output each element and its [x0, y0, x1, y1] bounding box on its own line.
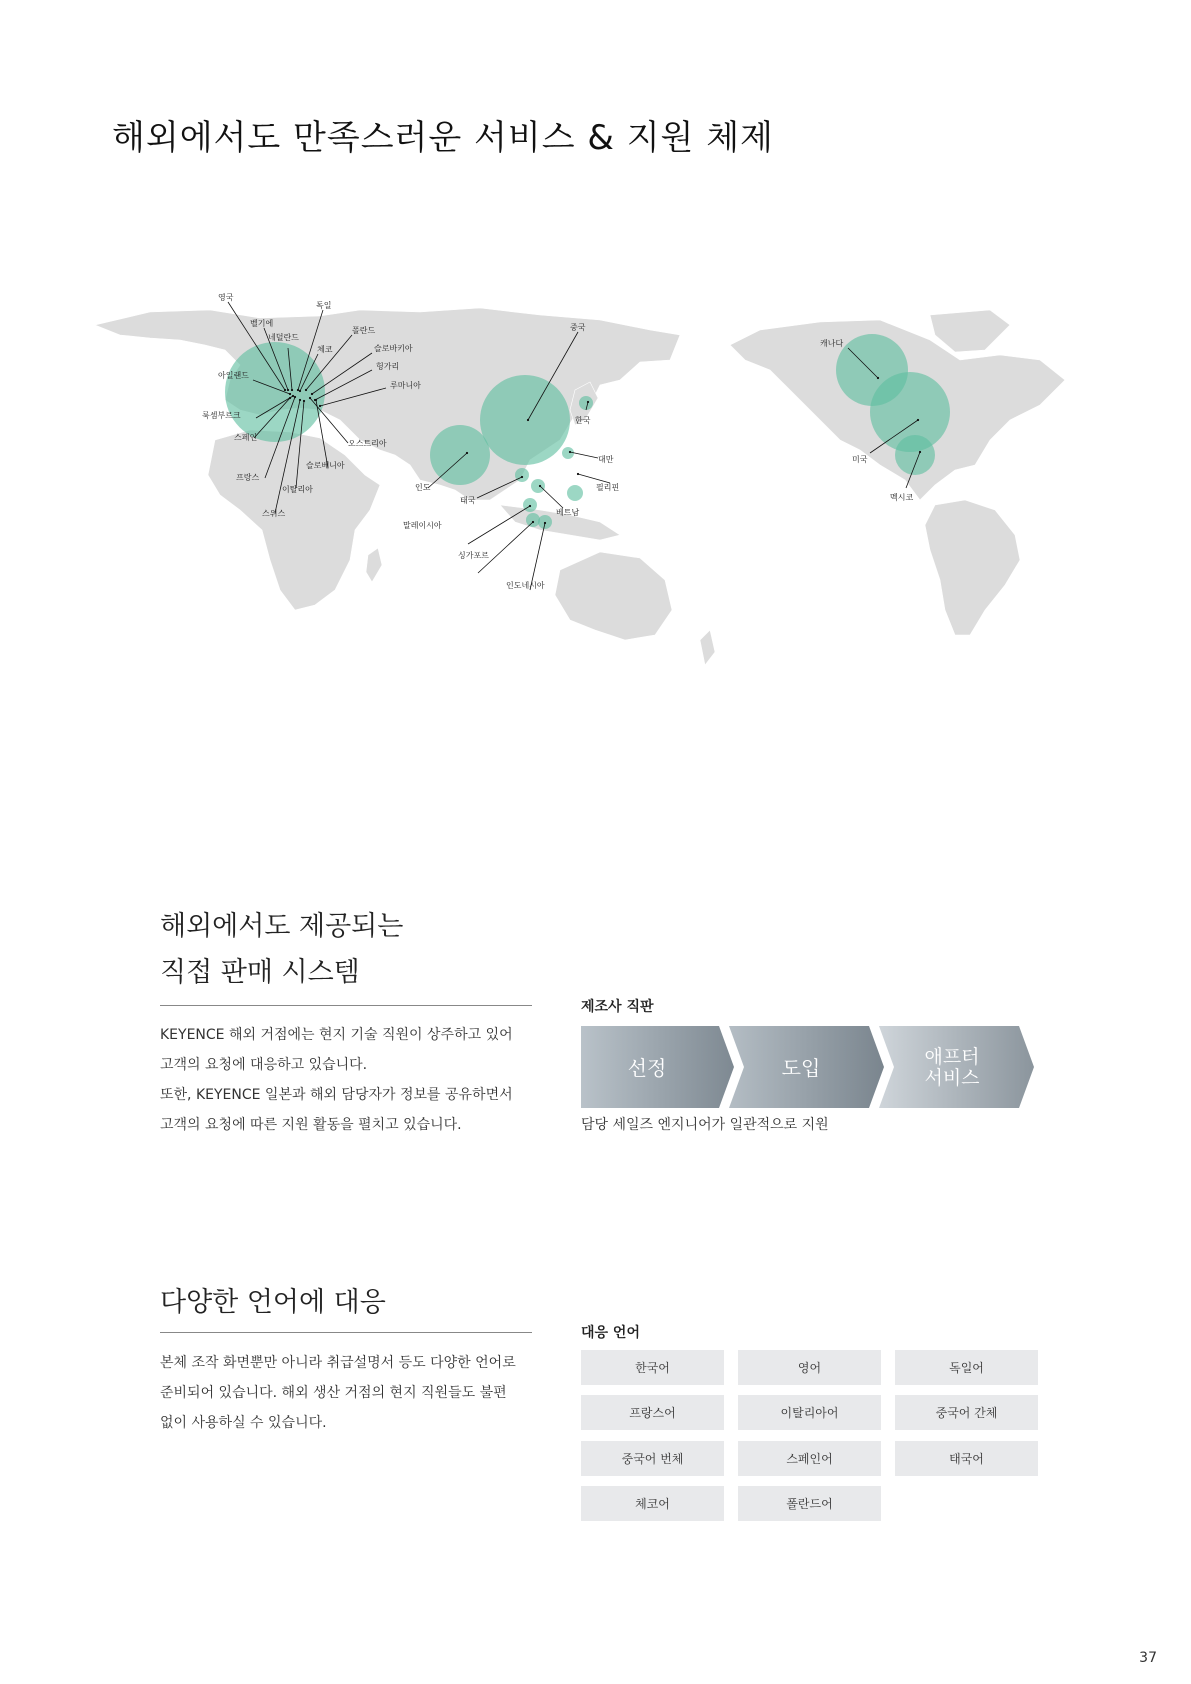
map-label-slovakia: 슬로바키아	[374, 344, 413, 353]
step-after: 애프터	[924, 1046, 980, 1068]
region-circle-korea	[579, 396, 593, 410]
language-italian: 이탈리아어	[738, 1395, 881, 1430]
language-english: 영어	[738, 1350, 881, 1385]
land-africa	[208, 430, 380, 610]
map-label-vietnam: 베트남	[556, 508, 580, 517]
map-label-philippines: 필리핀	[596, 483, 620, 492]
map-label-belgium: 벨기에	[250, 319, 274, 328]
language-korean: 한국어	[581, 1350, 724, 1385]
process-flow	[581, 1026, 1036, 1108]
map-label-malaysia: 말레이시아	[403, 521, 442, 530]
flow-label: 제조사 직판	[581, 999, 654, 1015]
region-circle-china	[480, 375, 570, 465]
region-circle-vietnam	[531, 479, 545, 493]
language-czech: 체코어	[581, 1486, 724, 1521]
step-selection: 선정	[627, 1056, 667, 1080]
step-introduction: 도입	[781, 1056, 821, 1080]
land-south-america	[925, 500, 1020, 635]
page-title: 해외에서도 만족스러운 서비스 & 지원 체제	[112, 118, 774, 158]
map-label-taiwan: 대만	[598, 455, 614, 464]
land-australia	[555, 552, 672, 640]
paragraph-line: KEYENCE 해외 거점에는 현지 기술 직원이 상주하고 있어	[160, 1027, 513, 1043]
map-label-spain: 스페인	[234, 433, 258, 442]
languages-paragraph	[160, 1348, 540, 1438]
paragraph-line: 없이 사용하실 수 있습니다.	[160, 1415, 327, 1431]
land-greenland	[930, 310, 1010, 352]
map-label-india: 인도	[415, 483, 431, 492]
map-label-korea: 한국	[575, 416, 591, 425]
map-label-france: 프랑스	[236, 473, 260, 482]
map-label-switzerland: 스위스	[262, 509, 286, 518]
map-label-singapore: 싱가포르	[458, 551, 489, 560]
map-label-italy: 이탈리아	[282, 485, 313, 494]
map-label-indonesia: 인도네시아	[506, 581, 545, 590]
paragraph-line: 본체 조작 화면뿐만 아니라 취급설명서 등도 다양한 언어로	[160, 1355, 516, 1371]
world-map	[0, 290, 1191, 700]
section-divider	[160, 1332, 532, 1333]
map-label-canada: 캐나다	[820, 339, 844, 348]
map-label-uk: 영국	[218, 293, 234, 302]
region-circle-malaysia	[523, 498, 537, 512]
map-label-mexico: 멕시코	[890, 493, 914, 502]
paragraph-line: 고객의 요청에 대응하고 있습니다.	[160, 1057, 368, 1073]
languages-label: 대응 언어	[581, 1325, 640, 1341]
map-label-netherlands: 네덜란드	[268, 333, 299, 342]
direct-sales-heading-line1: 해외에서도 제공되는	[160, 911, 404, 942]
direct-sales-paragraph	[160, 1020, 540, 1140]
map-label-ireland: 아일랜드	[218, 371, 249, 380]
map-label-china: 중국	[570, 323, 586, 332]
languages-heading: 다양한 언어에 대응	[160, 1287, 386, 1318]
step-service: 서비스	[924, 1067, 980, 1089]
paragraph-line: 고객의 요청에 따른 지원 활동을 펼치고 있습니다.	[160, 1117, 462, 1133]
language-german: 독일어	[895, 1350, 1038, 1385]
map-label-hungary: 헝가리	[376, 362, 400, 371]
map-label-usa: 미국	[852, 455, 868, 464]
map-label-luxembourg: 룩셈부르크	[202, 411, 241, 420]
map-label-poland: 폴란드	[352, 326, 376, 335]
language-french: 프랑스어	[581, 1395, 724, 1430]
region-circle-indonesia	[538, 515, 552, 529]
language-chinese-traditional: 중국어 번체	[581, 1441, 724, 1476]
page-number: 37	[1139, 1650, 1157, 1666]
land-madagascar	[366, 548, 382, 582]
map-label-romania: 루마니아	[390, 381, 421, 390]
paragraph-line: 또한, KEYENCE 일본과 해외 담당자가 정보를 공유하면서	[160, 1087, 513, 1103]
language-grid	[581, 1350, 1041, 1530]
region-circle-thailand	[515, 468, 529, 482]
language-polish: 폴란드어	[738, 1486, 881, 1521]
direct-sales-heading-line2: 직접 판매 시스템	[160, 957, 360, 988]
map-label-germany: 독일	[316, 301, 332, 310]
section-divider	[160, 1005, 532, 1006]
region-circle-taiwan	[562, 447, 574, 459]
language-chinese-simplified: 중국어 간체	[895, 1395, 1038, 1430]
region-circle-singapore	[526, 513, 540, 527]
map-label-slovenia: 슬로베니아	[306, 461, 345, 470]
region-circle-philippines	[567, 485, 583, 501]
region-circle-mexico	[895, 435, 935, 475]
land-newzealand	[700, 630, 715, 665]
map-label-thailand: 태국	[460, 496, 476, 505]
paragraph-line: 준비되어 있습니다. 해외 생산 거점의 현지 직원들도 불편	[160, 1385, 507, 1401]
flow-caption: 담당 세일즈 엔지니어가 일관적으로 지원	[581, 1117, 829, 1133]
map-label-czech: 체코	[317, 345, 333, 354]
region-circle-india	[430, 425, 490, 485]
language-spanish: 스페인어	[738, 1441, 881, 1476]
language-thai: 태국어	[895, 1441, 1038, 1476]
map-label-austria: 오스트리아	[348, 439, 387, 448]
